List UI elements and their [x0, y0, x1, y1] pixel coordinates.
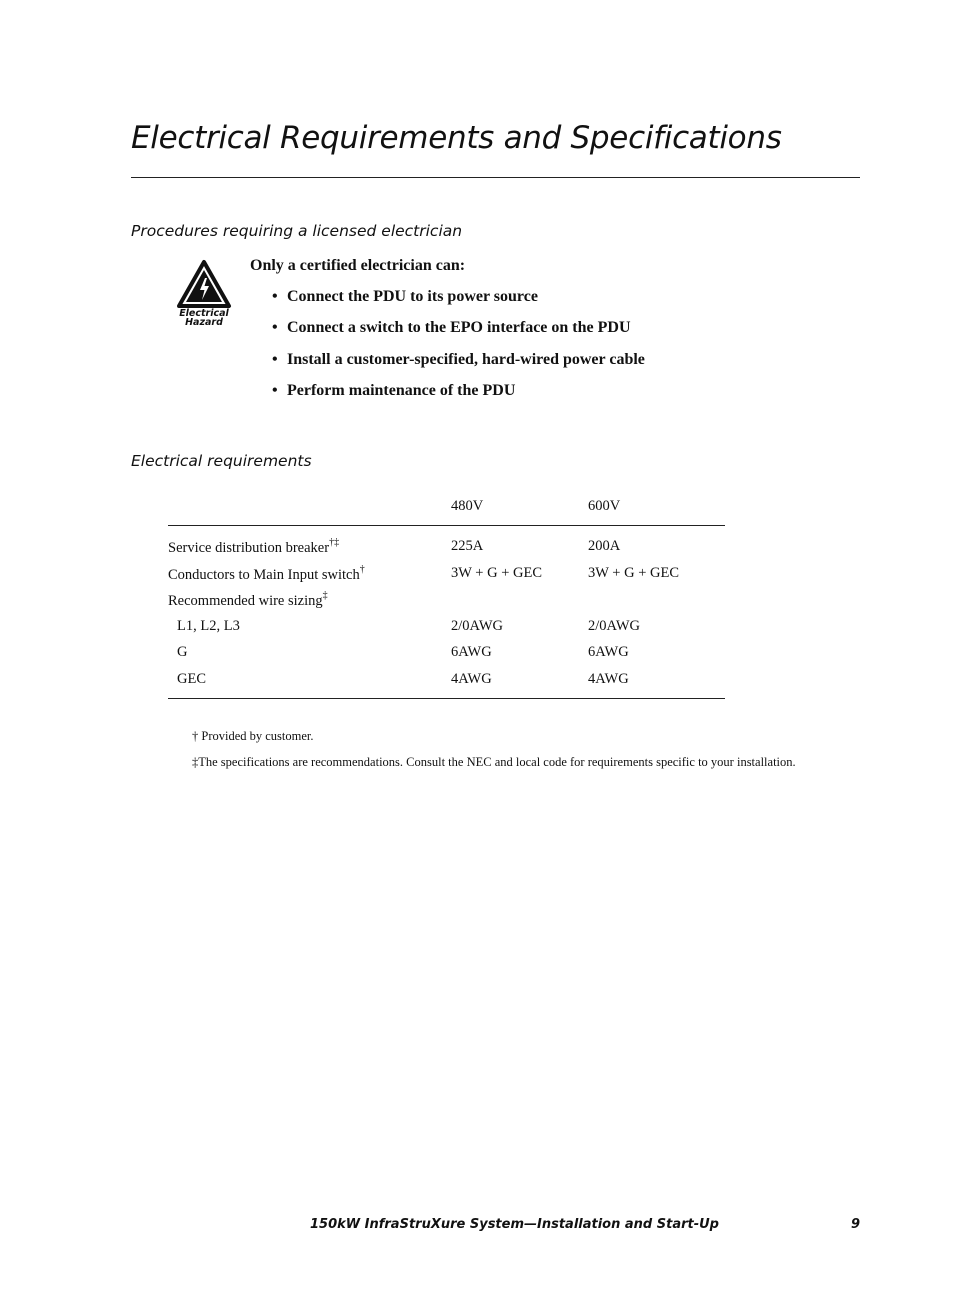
bullet-icon: •: [272, 350, 278, 368]
hazard-label-line2: Hazard: [185, 317, 223, 328]
page-number: 9: [851, 1217, 861, 1232]
table-row-label: L1, L2, L3: [177, 618, 240, 634]
table-cell-600v: 200A: [588, 538, 621, 554]
footnote-specifications: ‡The specifications are recommendations. Consult the NEC and local code for requirements specific to your installation.: [192, 755, 796, 769]
table-row-label: G: [177, 644, 188, 660]
list-item: [272, 351, 645, 382]
table-cell-480v: 225A: [451, 538, 484, 554]
list-item-text: Install a customer-specified, hard-wired power cable: [287, 350, 645, 368]
table-row-label: GEC: [177, 671, 206, 687]
table-row-label: Conductors to Main Input switch†: [168, 564, 365, 583]
table-row-label: Recommended wire sizing‡: [168, 590, 328, 609]
section-heading-electrical-requirements: Electrical requirements: [131, 452, 312, 470]
list-item: [272, 319, 645, 350]
footnote-provided-by-customer: † Provided by customer.: [192, 729, 314, 743]
list-item: [272, 382, 645, 413]
table-cell-480v: 6AWG: [451, 644, 492, 660]
bullet-icon: •: [272, 288, 278, 305]
page-title: Electrical Requirements and Specifications: [131, 120, 782, 156]
list-item-text: Perform maintenance of the PDU: [287, 381, 516, 399]
warning-intro: Only a certified electrician can:: [250, 257, 466, 274]
footnote-marks: ‡: [322, 590, 328, 601]
table-cell-480v: 3W + G + GEC: [451, 565, 543, 581]
electrical-hazard-icon: [176, 259, 232, 309]
electrician-procedures-list: [272, 288, 645, 413]
list-item-text: Connect a switch to the EPO interface on the PDU: [287, 319, 631, 337]
table-cell-600v: 6AWG: [588, 644, 629, 660]
table-cell-480v: 2/0AWG: [451, 618, 503, 634]
footer-title: 150kW InfraStruXure System—Installation and Start-Up: [310, 1217, 719, 1232]
table-cell-600v: 3W + G + GEC: [588, 565, 680, 581]
footnote-marks: †‡: [329, 537, 340, 548]
column-header-600v: 600V: [588, 498, 621, 514]
table-cell-480v: 4AWG: [451, 671, 492, 687]
title-rule: [131, 177, 860, 178]
section-heading-licensed-electrician: Procedures requiring a licensed electrician: [131, 222, 463, 240]
hazard-label-line1: Electrical: [179, 308, 229, 319]
list-item-text: Connect the PDU to its power source: [287, 288, 538, 305]
bullet-icon: •: [272, 319, 278, 337]
footnote-marks: †: [359, 564, 365, 575]
table-row-label: Service distribution breaker†‡: [168, 537, 340, 556]
electrical-hazard-badge: [172, 259, 236, 331]
bullet-icon: •: [272, 381, 278, 399]
table-cell-600v: 4AWG: [588, 671, 629, 687]
list-item: [272, 288, 645, 319]
column-header-480v: 480V: [451, 498, 484, 514]
table-bottom-rule: [168, 698, 725, 699]
table-cell-600v: 2/0AWG: [588, 618, 640, 634]
table-header-rule: [168, 525, 725, 526]
